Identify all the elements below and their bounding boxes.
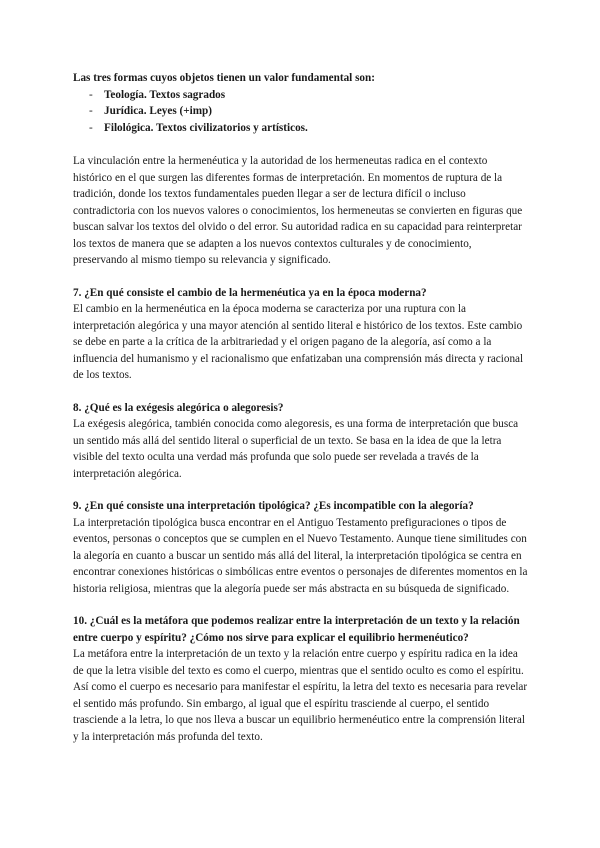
document-page: [73, 70, 528, 745]
bullet-dash: -: [89, 121, 93, 134]
list-item: [73, 103, 528, 120]
list-item: [73, 87, 528, 104]
intro-paragraph: La vinculación entre la hermenéutica y la autoridad de los hermeneutas radica en el contexto histórico en el que surgen las diferentes formas de interpretación. En momentos de ruptura de la tradición, donde los textos fundamentales pueden llegar a ser de lectura difícil o incluso contradictoria con los nuevos valores o conocimientos, los hermeneutas se convierten en figuras que buscan salvar los textos del olvido o del error. Su autoridad radica en su capacidad para reinterpretar los textos de manera que se adapten a los nuevos contextos culturales y de conocimiento, preservando al mismo tiempo su relevancia y significado.: [73, 155, 523, 266]
question-7: 7. ¿En qué consiste el cambio de la hermenéutica ya en la época moderna?: [73, 286, 427, 299]
answer-8: La exégesis alegórica, también conocida como alegoresis, es una forma de interpretación que busca un sentido más allá del sentido literal o superficial de un texto. Se basa en la idea de que la letra visible del texto oculta una verdad más profunda que solo puede ser revelada a través de la interpretación alegórica.: [73, 418, 519, 480]
question-8: 8. ¿Qué es la exégesis alegórica o alegoresis?: [73, 401, 284, 414]
list-item: [73, 120, 528, 137]
bullet-dash: -: [89, 88, 93, 101]
question-10: 10. ¿Cuál es la metáfora que podemos realizar entre la interpretación de un texto y la relación entre cuerpo y espíritu? ¿Cómo nos sirve para explicar el equilibrio hermenéutico?: [73, 615, 520, 644]
intro-heading: Las tres formas cuyos objetos tienen un valor fundamental son:: [73, 72, 375, 84]
answer-10: La metáfora entre la interpretación de un texto y la relación entre cuerpo y espíritu radica en la idea de que la letra visible del texto es como el cuerpo, mientras que el sentido oculto es como el espíritu. Así como el cuerpo es necesario para manifestar el espíritu, la letra del texto es necesaria para revelar el sentido más profundo. Sin embargo, al igual que el espíritu trasciende al cuerpo, el sentido trasciende a la letra, lo que nos lleva a buscar un equilibrio hermenéutico entre la comprensión literal y la interpretación más profunda del texto.: [73, 648, 528, 743]
bullet-list: [73, 87, 528, 137]
bullet-text: Filológica. Textos civilizatorios y artísticos.: [104, 121, 308, 134]
answer-7: El cambio en la hermenéutica en la época moderna se caracteriza por una ruptura con la interpretación alegórica y una mayor atención al sentido literal e histórico de los textos. Este cambio se debe en parte a la crítica de la arbitrariedad y el origen pagano de la alegoría, así como a la influencia del humanismo y el racionalismo que enfatizaban una comprensión más directa y racional de los textos.: [73, 303, 524, 381]
bullet-text: Teología. Textos sagrados: [104, 88, 226, 101]
question-9: 9. ¿En qué consiste una interpretación tipológica? ¿Es incompatible con la alegoría?: [73, 500, 474, 512]
bullet-text: Jurídica. Leyes (+imp): [104, 105, 212, 117]
bullet-dash: -: [89, 105, 93, 117]
answer-9: La interpretación tipológica busca encontrar en el Antiguo Testamento prefiguraciones o tipos de eventos, personas o conceptos que se cumplen en el Nuevo Testamento. Aunque tiene similitudes con la alegoría en cuanto a buscar un sentido más allá del literal, la interpretación tipológica se centra en encontrar conexiones históricas o simbólicas entre eventos o personajes de diferentes momentos en la historia religiosa, mientras que la alegoría puede ser más abstracta en su búsqueda de significado.: [73, 516, 528, 595]
